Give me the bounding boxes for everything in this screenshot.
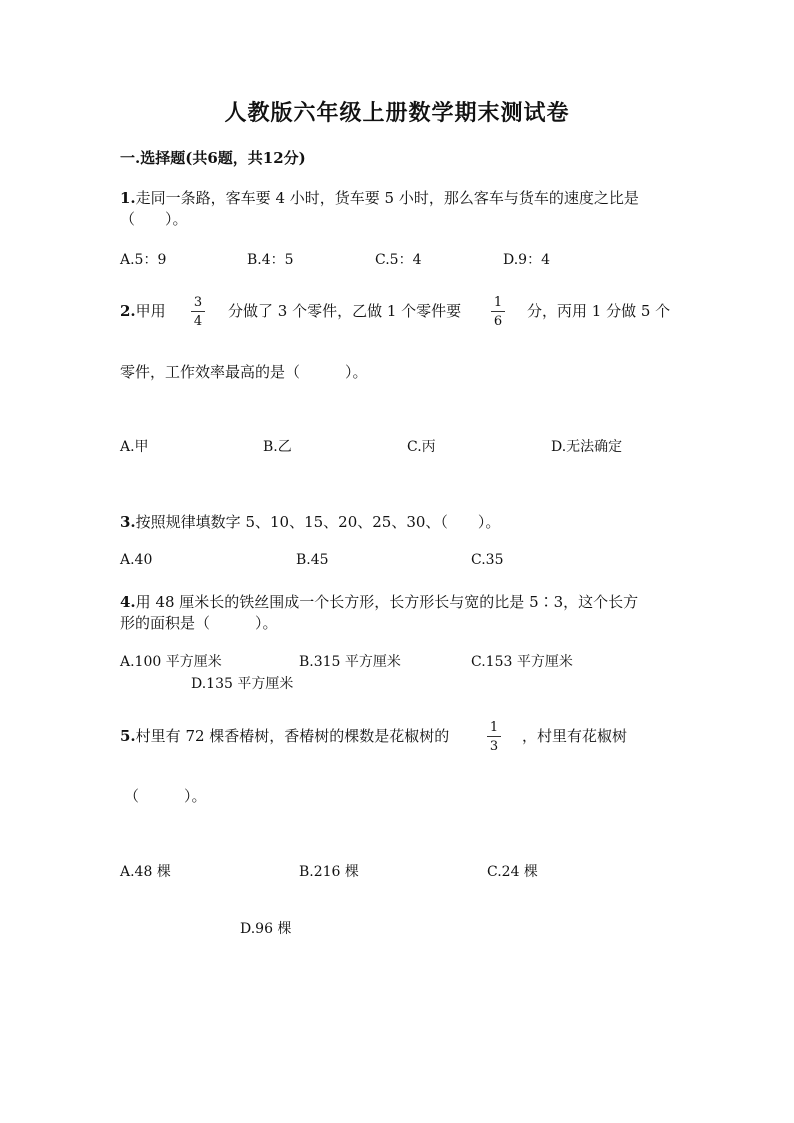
page-title: 人教版六年级上册数学期末测试卷: [224, 100, 570, 126]
question-4-line-2: 形的面积是（ ）。: [120, 614, 278, 632]
question-4-text: 用 48 厘米长的铁丝围成一个长方形，长方形长与宽的比是 5∶3，这个长方: [135, 593, 639, 611]
question-3-option-a[interactable]: A.40: [120, 552, 153, 568]
question-5-number: 5.: [120, 727, 136, 745]
question-2-number: 2.: [120, 302, 136, 320]
question-1-line-2: （ ）。: [120, 210, 188, 228]
fraction-numerator: 3: [193, 295, 203, 310]
question-5-option-c[interactable]: C.24 棵: [487, 864, 538, 880]
question-5-fraction: [486, 721, 502, 753]
question-4-option-a[interactable]: A.100 平方厘米: [120, 654, 222, 670]
question-4-option-c[interactable]: C.153 平方厘米: [471, 654, 573, 670]
fraction-numerator: 1: [493, 295, 503, 310]
question-3-option-b[interactable]: B.45: [296, 552, 329, 568]
question-4-option-d[interactable]: D.135 平方厘米: [191, 676, 294, 692]
question-2-option-b[interactable]: B.乙: [263, 439, 292, 455]
question-2-option-d[interactable]: D.无法确定: [551, 439, 623, 455]
question-1-number: 1.: [120, 189, 136, 207]
question-1-option-b[interactable]: B.4：5: [247, 252, 294, 268]
question-5-option-d[interactable]: D.96 棵: [240, 921, 292, 937]
question-1-option-c[interactable]: C.5：4: [375, 252, 422, 268]
question-3-number: 3.: [120, 513, 136, 531]
question-5-line-2: （ ）。: [124, 787, 207, 805]
question-5-text-b: ，村里有花椒树: [522, 727, 628, 745]
question-5-intro: [120, 725, 449, 746]
question-1-line-1: [120, 187, 639, 208]
fraction-denominator: 6: [493, 314, 503, 329]
section-heading: 一.选择题(共6题，共12分): [120, 149, 306, 167]
fraction-denominator: 3: [489, 739, 499, 754]
question-2-fraction-2: [490, 296, 506, 328]
question-2-option-a[interactable]: A.甲: [120, 439, 149, 455]
question-3-line-1: [120, 511, 500, 532]
question-5-option-b[interactable]: B.216 棵: [299, 864, 359, 880]
question-4-number: 4.: [120, 593, 136, 611]
question-2-text-c: 分，丙用 1 分做 5 个: [527, 302, 671, 320]
question-1-text: 走同一条路，客车要 4 小时，货车要 5 小时，那么客车与货车的速度之比是: [135, 189, 639, 207]
question-3-text: 按照规律填数字 5、10、15、20、25、30、（ ）。: [135, 513, 501, 531]
question-4-option-b[interactable]: B.315 平方厘米: [299, 654, 401, 670]
fraction-numerator: 1: [489, 720, 499, 735]
question-4-line-1: [120, 591, 638, 612]
fraction-denominator: 4: [193, 314, 203, 329]
question-2-option-c[interactable]: C.丙: [407, 439, 436, 455]
question-3-option-c[interactable]: C.35: [471, 552, 504, 568]
question-2-text-a: 甲用: [135, 302, 166, 320]
question-2-fraction-1: [190, 296, 206, 328]
question-5-option-a[interactable]: A.48 棵: [120, 864, 171, 880]
question-1-option-a[interactable]: A.5：9: [120, 252, 167, 268]
question-1-option-d[interactable]: D.9：4: [503, 252, 550, 268]
question-5-text-a: 村里有 72 棵香椿树，香椿树的棵数是花椒树的: [135, 727, 450, 745]
question-2-line-2: 零件，工作效率最高的是（ ）。: [120, 363, 368, 381]
question-2-intro: [120, 300, 166, 321]
question-2-text-b: 分做了 3 个零件，乙做 1 个零件要: [228, 302, 462, 320]
